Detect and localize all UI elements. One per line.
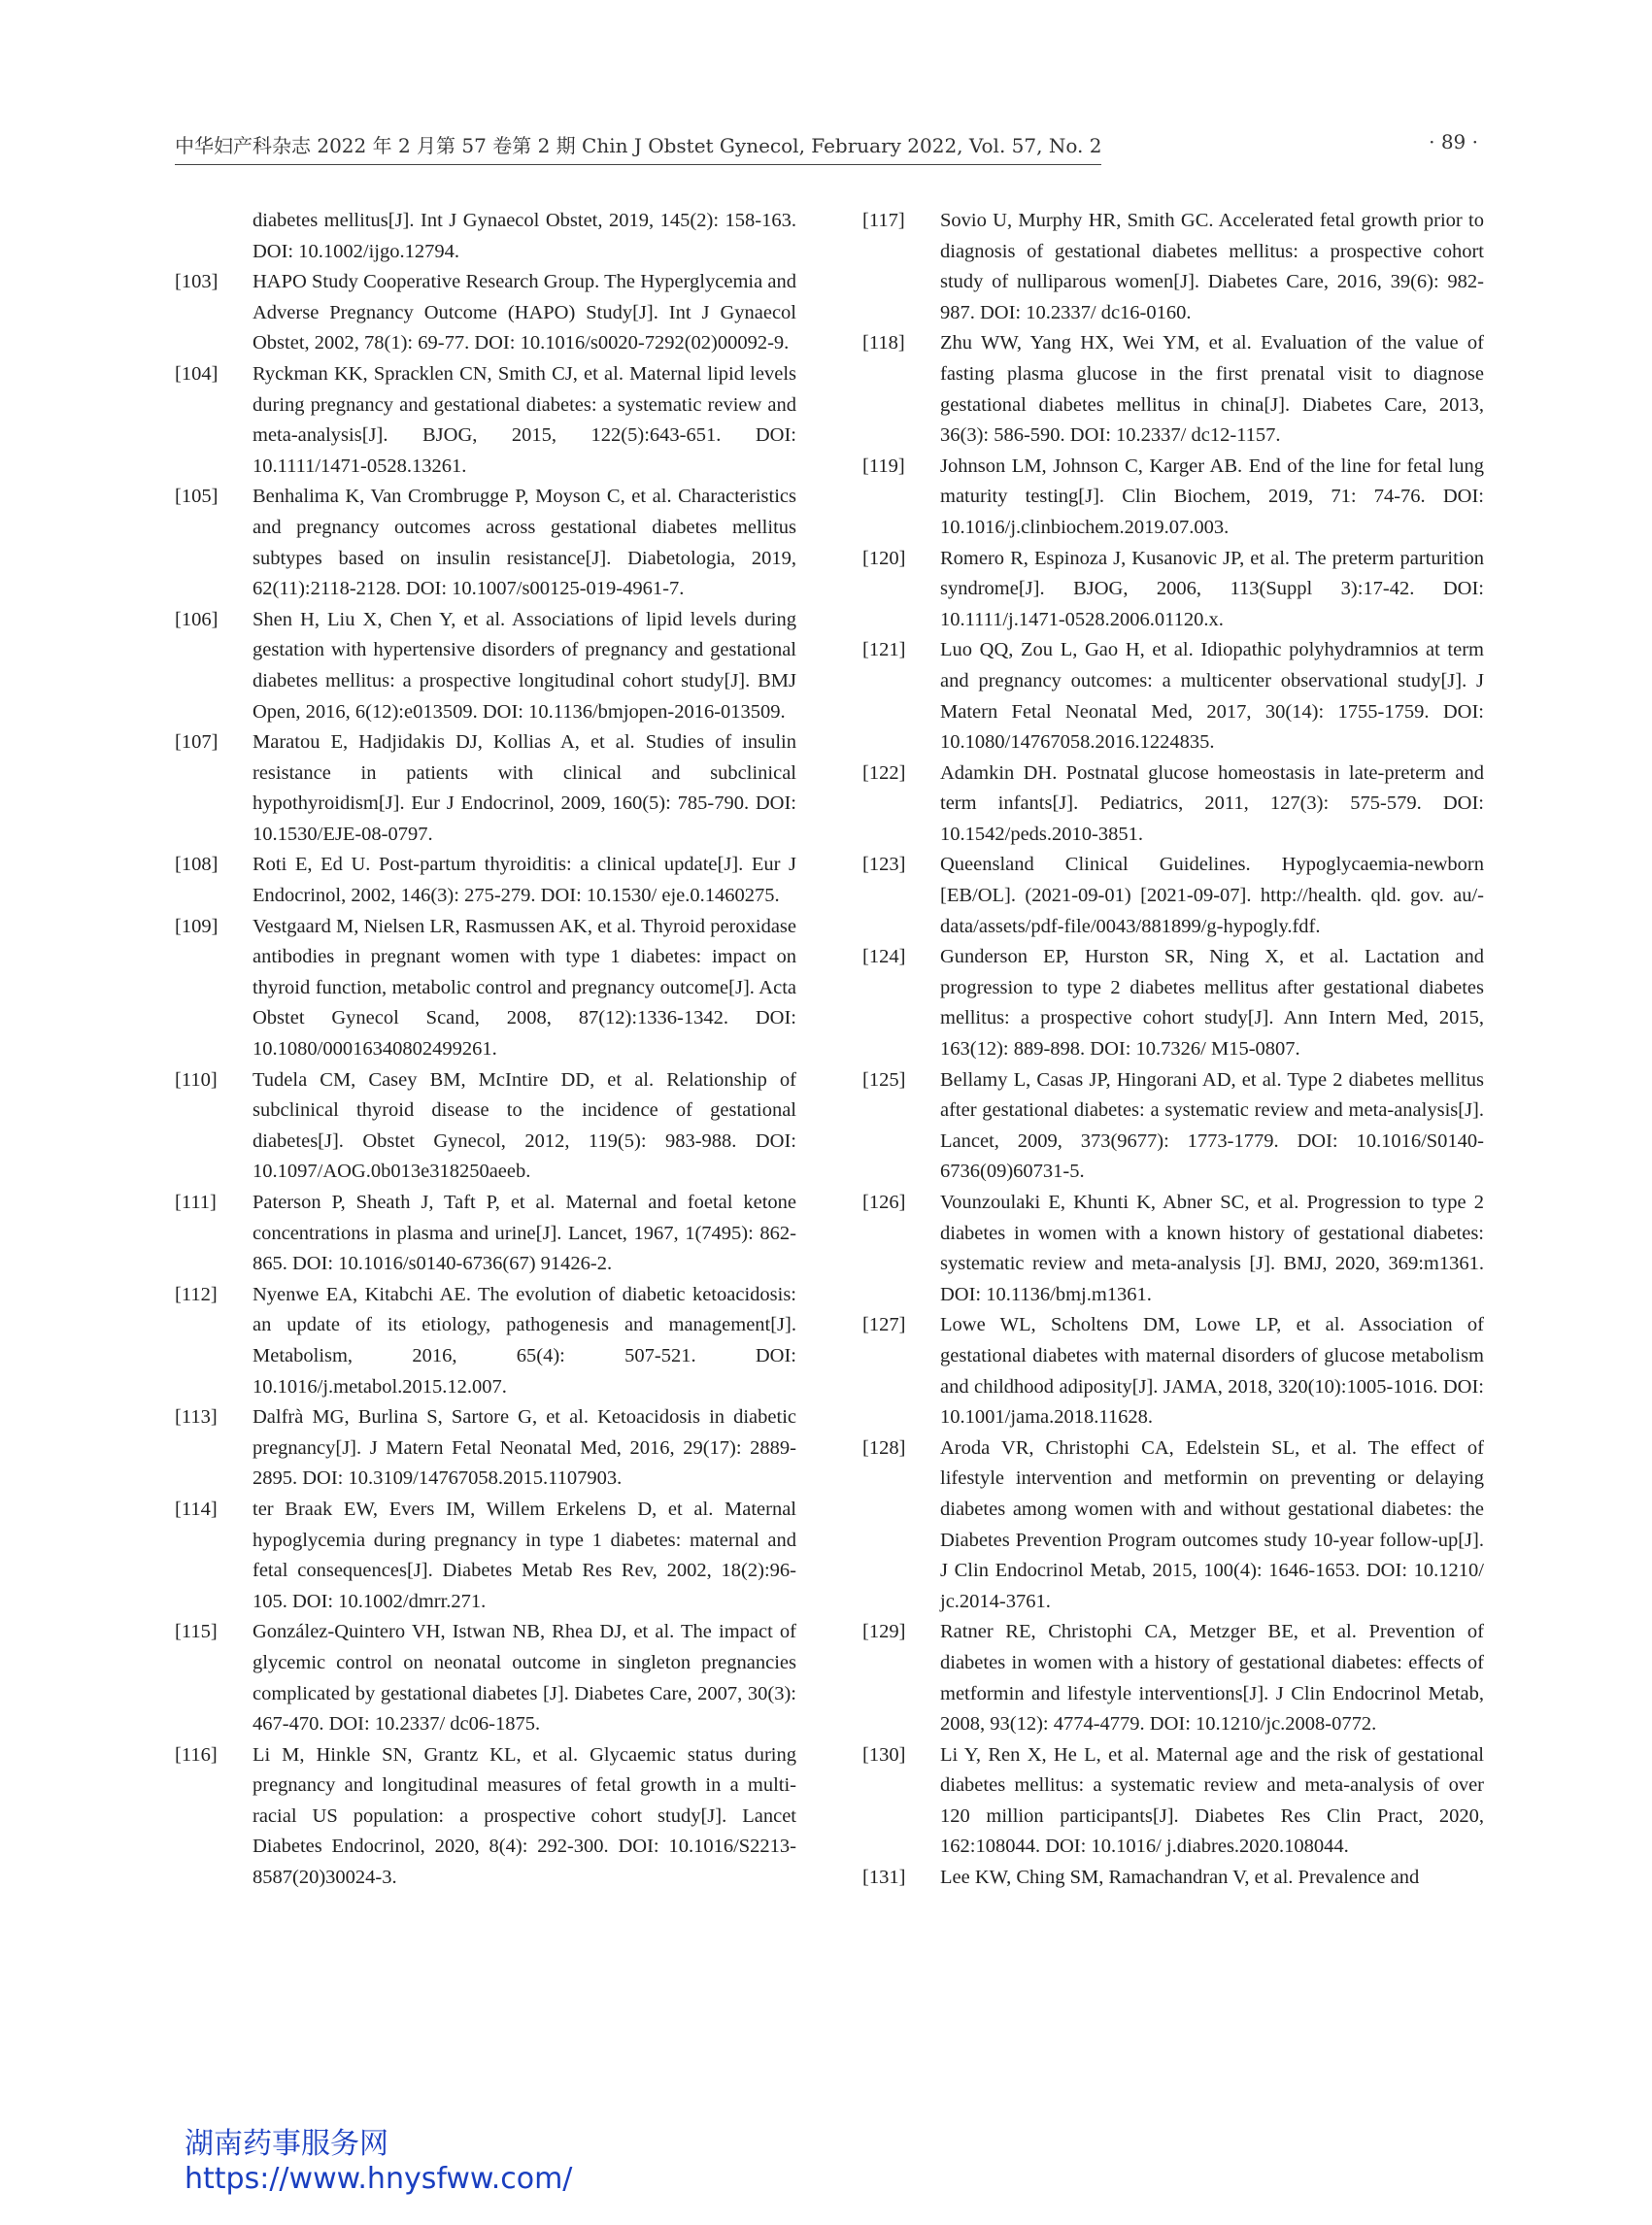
right-reference-column xyxy=(862,206,1484,1894)
reference-number: [110] xyxy=(175,1068,218,1091)
reference-entry xyxy=(175,1740,796,1894)
reference-text: Ryckman KK, Spracklen CN, Smith CJ, et al. Maternal lipid levels during pregnancy and gestational diabetes: a systematic review and meta-analysis[J]. BJOG, 2015, 122(5):643-651. DOI: 10.1111/1471-0528.13261. xyxy=(253,362,796,477)
reference-number: [120] xyxy=(862,547,906,569)
reference-number: [112] xyxy=(175,1283,218,1305)
reference-text: Aroda VR, Christophi CA, Edelstein SL, et al. The effect of lifestyle intervention and metformin on preventing or delaying diabetes among women with and without gestational diabetes: the Diabetes Prevention Program outcomes study 10-year follow-up[J]. J Clin Endocrinol Metab, 2015, 100(4): 1646-1653. DOI: 10.1210/ jc.2014-3761. xyxy=(940,1436,1484,1612)
reference-number: [118] xyxy=(862,332,905,354)
reference-number: [111] xyxy=(175,1192,217,1213)
reference-entry xyxy=(175,206,796,267)
reference-number: [109] xyxy=(175,915,219,937)
reference-entry xyxy=(862,544,1484,636)
reference-text: Dalfrà MG, Burlina S, Sartore G, et al. Ketoacidosis in diabetic pregnancy[J]. J Matern Fetal Neonatal Med, 2016, 29(17): 2889-2895. DOI: 10.3109/14767058.2015.1107903. xyxy=(253,1406,796,1490)
watermark xyxy=(185,2127,572,2197)
reference-text: Johnson LM, Johnson C, Karger AB. End of the line for fetal lung maturity testing[J]. Clin Biochem, 2019, 71: 74-76. DOI: 10.1016/j.clinbiochem.2019.07.003. xyxy=(940,455,1484,538)
reference-number: [131] xyxy=(862,1867,906,1889)
reference-entry xyxy=(862,328,1484,451)
reference-text: Ratner RE, Christophi CA, Metzger BE, et al. Prevention of diabetes in women with a history of gestational diabetes: effects of metformin and lifestyle interventions[J]. J Clin Endocrinol Metab, 2008, 93(12): 4774-4779. DOI: 10.1210/jc.2008-0772. xyxy=(940,1621,1484,1736)
reference-number: [105] xyxy=(175,486,219,508)
reference-number: [123] xyxy=(862,854,906,876)
reference-entry xyxy=(175,850,796,911)
reference-entry xyxy=(175,912,796,1065)
reference-number: [127] xyxy=(862,1314,906,1336)
reference-text: Queensland Clinical Guidelines. Hypoglycaemia-newborn [EB/OL]. (2021-09-01) [2021-09-07]. http://health. qld. gov. au/-data/assets/pdf-file/0043/881899/g-hypogly.fdf. xyxy=(940,854,1484,937)
journal-citation: 中华妇产科杂志 2022 年 2 月第 57 卷第 2 期 Chin J Obstet Gynecol, February 2022, Vol. 57, No. 2 xyxy=(175,130,1101,165)
reference-text: Shen H, Liu X, Chen Y, et al. Associations of lipid levels during gestation with hypertensive disorders of pregnancy and gestational diabetes mellitus: a prospective longitudinal cohort study[J]. BMJ Open, 2016, 6(12):e013509. DOI: 10.1136/bmjopen-2016-013509. xyxy=(253,608,796,723)
watermark-site-name: 湖南药事服务网 xyxy=(185,2127,388,2161)
reference-number: [122] xyxy=(862,761,906,784)
reference-number: [121] xyxy=(862,639,906,661)
reference-text: Romero R, Espinoza J, Kusanovic JP, et al. The preterm parturition syndrome[J]. BJOG, 2006, 113(Suppl 3):17-42. DOI: 10.1111/j.1471-0528.2006.01120.x. xyxy=(940,547,1484,630)
reference-number: [124] xyxy=(862,946,906,968)
reference-number: [126] xyxy=(862,1192,906,1213)
reference-entry xyxy=(175,1188,796,1280)
reference-number: [116] xyxy=(175,1743,218,1766)
reference-number: [108] xyxy=(175,854,219,876)
reference-number: [125] xyxy=(862,1068,906,1091)
reference-text: González-Quintero VH, Istwan NB, Rhea DJ, et al. The impact of glycemic control on neonatal outcome in singleton pregnancies complicated by gestational diabetes [J]. Diabetes Care, 2007, 30(3): 467-470. DOI: 10.2337/ dc06-1875. xyxy=(253,1621,796,1736)
reference-entry xyxy=(175,482,796,604)
reference-entry xyxy=(175,1065,796,1188)
watermark-url[interactable]: https://www.hnysfww.com/ xyxy=(185,2162,573,2196)
reference-number: [117] xyxy=(862,210,905,231)
reference-text: Nyenwe EA, Kitabchi AE. The evolution of diabetic ketoacidosis: an update of its etiology, pathogenesis and management[J]. Metabolism, 2016, 65(4): 507-521. DOI: 10.1016/j.metabol.2015.12.007. xyxy=(253,1283,796,1398)
reference-text: Lee KW, Ching SM, Ramachandran V, et al. Prevalence and xyxy=(940,1867,1420,1889)
reference-entry xyxy=(862,942,1484,1064)
reference-number: [104] xyxy=(175,362,219,385)
reference-text: Zhu WW, Yang HX, Wei YM, et al. Evaluation of the value of fasting plasma glucose in the first prenatal visit to diagnose gestational diabetes mellitus in china[J]. Diabetes Care, 2013, 36(3): 586-590. DOI: 10.2337/ dc12-1157. xyxy=(940,332,1484,447)
reference-number: [119] xyxy=(862,455,905,477)
reference-entry xyxy=(862,452,1484,544)
reference-number: [107] xyxy=(175,731,219,754)
reference-entry xyxy=(862,635,1484,758)
reference-entry xyxy=(175,267,796,359)
running-header xyxy=(175,130,1478,165)
reference-text: Bellamy L, Casas JP, Hingorani AD, et al. Type 2 diabetes mellitus after gestational diabetes: a systematic review and meta-analysis[J]. Lancet, 2009, 373(9677): 1773-1779. DOI: 10.1016/S0140-6736(09)60731-5. xyxy=(940,1068,1484,1183)
reference-entry xyxy=(175,1617,796,1739)
reference-entry xyxy=(862,1188,1484,1310)
reference-entry xyxy=(175,1280,796,1402)
reference-entry xyxy=(862,1310,1484,1433)
reference-text: Maratou E, Hadjidakis DJ, Kollias A, et al. Studies of insulin resistance in patients with clinical and subclinical hypothyroidism[J]. Eur J Endocrinol, 2009, 160(5): 785-790. DOI: 10.1530/EJE-08-0797. xyxy=(253,731,796,845)
reference-entry xyxy=(862,1065,1484,1188)
reference-number: [128] xyxy=(862,1436,906,1459)
reference-entry xyxy=(175,1495,796,1617)
reference-text: Lowe WL, Scholtens DM, Lowe LP, et al. Association of gestational diabetes with maternal disorders of glucose metabolism and childhood adiposity[J]. JAMA, 2018, 320(10):1005-1016. DOI: 10.1001/jama.2018.11628. xyxy=(940,1314,1484,1429)
reference-number: [114] xyxy=(175,1498,218,1520)
reference-entry xyxy=(175,1402,796,1495)
reference-entry xyxy=(862,1433,1484,1618)
reference-text: Sovio U, Murphy HR, Smith GC. Accelerated fetal growth prior to diagnosis of gestational diabetes mellitus: a prospective cohort study of nulliparous women[J]. Diabetes Care, 2016, 39(6): 982-987. DOI: 10.2337/ dc16-0160. xyxy=(940,210,1484,323)
reference-text: Paterson P, Sheath J, Taft P, et al. Maternal and foetal ketone concentrations in plasma and urine[J]. Lancet, 1967, 1(7495): 862-865. DOI: 10.1016/s0140-6736(67) 91426-2. xyxy=(253,1192,796,1275)
reference-text: Vounzoulaki E, Khunti K, Abner SC, et al. Progression to type 2 diabetes in women with a known history of gestational diabetes: systematic review and meta-analysis [J]. BMJ, 2020, 369:m1361. DOI: 10.1136/bmj.m1361. xyxy=(940,1192,1484,1305)
reference-entry xyxy=(862,1863,1484,1894)
page-number: · 89 · xyxy=(1429,130,1478,153)
reference-text: Vestgaard M, Nielsen LR, Rasmussen AK, et al. Thyroid peroxidase antibodies in pregnant women with type 1 diabetes: impact on thyroid function, metabolic control and pregnancy outcome[J]. Acta Obstet Gynecol Scand, 2008, 87(12):1336-1342. DOI: 10.1080/00016340802499261. xyxy=(253,915,796,1061)
reference-entry xyxy=(862,206,1484,328)
reference-entry xyxy=(175,605,796,727)
reference-entry xyxy=(862,759,1484,851)
reference-entry xyxy=(175,359,796,482)
reference-number: [115] xyxy=(175,1621,218,1643)
reference-entry xyxy=(862,1740,1484,1863)
reference-number: [129] xyxy=(862,1621,906,1643)
reference-text: diabetes mellitus[J]. Int J Gynaecol Obstet, 2019, 145(2): 158-163. DOI: 10.1002/ijgo.12794. xyxy=(253,210,796,262)
reference-text: Benhalima K, Van Crombrugge P, Moyson C, et al. Characteristics and pregnancy outcomes across gestational diabetes mellitus subtypes based on insulin resistance[J]. Diabetologia, 2019, 62(11):2118-2128. DOI: 10.1007/s00125-019-4961-7. xyxy=(253,486,796,600)
reference-text: ter Braak EW, Evers IM, Willem Erkelens D, et al. Maternal hypoglycemia during pregnancy in type 1 diabetes: maternal and fetal consequences[J]. Diabetes Metab Res Rev, 2002, 18(2):96-105. DOI: 10.1002/dmrr.271. xyxy=(253,1498,796,1612)
reference-entry xyxy=(175,727,796,850)
reference-number: [106] xyxy=(175,608,219,630)
reference-text: HAPO Study Cooperative Research Group. The Hyperglycemia and Adverse Pregnancy Outcome (HAPO) Study[J]. Int J Gynaecol Obstet, 2002, 78(1): 69-77. DOI: 10.1016/s0020-7292(02)00092-9. xyxy=(253,271,796,354)
reference-number: [103] xyxy=(175,271,219,293)
reference-text: Adamkin DH. Postnatal glucose homeostasis in late-preterm and term infants[J]. Pediatrics, 2011, 127(3): 575-579. DOI: 10.1542/peds.2010-3851. xyxy=(940,761,1484,845)
reference-number: [130] xyxy=(862,1743,906,1766)
reference-entry xyxy=(862,1617,1484,1739)
reference-text: Li M, Hinkle SN, Grantz KL, et al. Glycaemic status during pregnancy and longitudinal measures of fetal growth in a multi-racial US population: a prospective cohort study[J]. Lancet Diabetes Endocrinol, 2020, 8(4): 292-300. DOI: 10.1016/S2213-8587(20)30024-3. xyxy=(253,1743,796,1889)
reference-text: Tudela CM, Casey BM, McIntire DD, et al. Relationship of subclinical thyroid disease to the incidence of gestational diabetes[J]. Obstet Gynecol, 2012, 119(5): 983-988. DOI: 10.1097/AOG.0b013e318250aeeb. xyxy=(253,1068,796,1183)
reference-number: [113] xyxy=(175,1406,218,1429)
reference-entry xyxy=(862,850,1484,942)
left-reference-column xyxy=(175,206,796,1894)
reference-text: Li Y, Ren X, He L, et al. Maternal age and the risk of gestational diabetes mellitus: a systematic review and meta-analysis of over 120 million participants[J]. Diabetes Res Clin Pract, 2020, 162:108044. DOI: 10.1016/ j.diabres.2020.108044. xyxy=(940,1743,1484,1858)
reference-text: Roti E, Ed U. Post-partum thyroiditis: a clinical update[J]. Eur J Endocrinol, 2002, 146(3): 275-279. DOI: 10.1530/ eje.0.1460275. xyxy=(253,854,796,907)
reference-text: Luo QQ, Zou L, Gao H, et al. Idiopathic polyhydramnios at term and pregnancy outcomes: a multicenter observational study[J]. J Matern Fetal Neonatal Med, 2017, 30(14): 1755-1759. DOI: 10.1080/14767058.2016.1224835. xyxy=(940,639,1484,754)
reference-text: Gunderson EP, Hurston SR, Ning X, et al. Lactation and progression to type 2 diabetes mellitus after gestational diabetes mellitus: a prospective cohort study[J]. Ann Intern Med, 2015, 163(12): 889-898. DOI: 10.7326/ M15-0807. xyxy=(940,946,1484,1061)
